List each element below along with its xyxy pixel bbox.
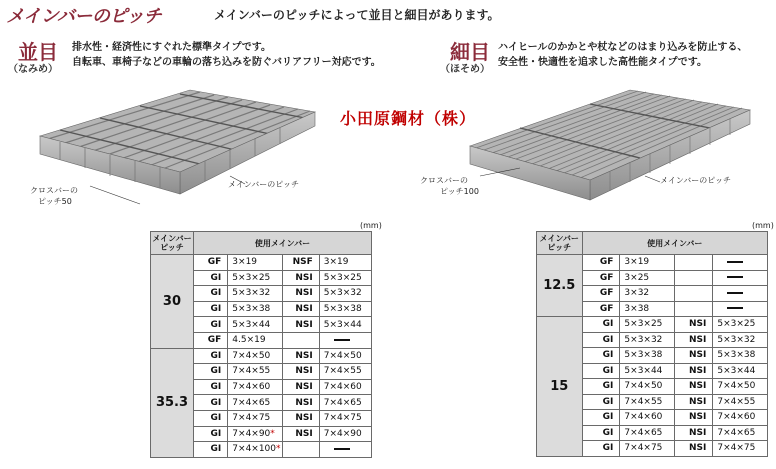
alt-bar-size: 7×4×65: [323, 397, 362, 408]
alt-bar-type: NSI: [295, 413, 313, 424]
bar-type: GI: [210, 272, 222, 283]
hosome-cross-caption-1: クロスバーの: [420, 176, 468, 185]
right-table-unit: (mm): [752, 221, 774, 230]
alt-bar-type: NSF: [292, 257, 313, 268]
note-asterisk: *: [270, 428, 275, 439]
left-header-bar: 使用メインバー: [193, 232, 371, 255]
company-name: 小田原鋼材（株）: [340, 109, 477, 128]
hosome-cross-caption-2: ピッチ100: [440, 187, 479, 196]
hosome-desc-2: 安全性・快適性を追求した高性能タイプです。: [498, 57, 707, 68]
namime-cross-caption-1: クロスバーの: [30, 186, 78, 195]
bar-size: 5×3×44: [232, 319, 271, 330]
table-row: [151, 348, 372, 364]
bar-type: GI: [602, 427, 614, 438]
bar-size: 7×4×65: [624, 427, 663, 438]
bar-size: 7×4×75: [624, 443, 663, 454]
bar-size: 7×4×50: [624, 381, 663, 392]
alt-bar-type: NSI: [688, 412, 707, 423]
bar-type: GI: [210, 304, 222, 315]
right-spec-table: [536, 231, 768, 457]
alt-bar-type: NSI: [295, 304, 313, 315]
bar-size: 7×4×75: [232, 413, 271, 424]
bar-type: GI: [602, 319, 614, 330]
alt-bar-size: 5×3×44: [323, 319, 362, 330]
left-table-unit: (mm): [360, 221, 382, 230]
left-spec-table: [150, 231, 372, 458]
bar-size: 3×25: [624, 272, 650, 283]
bar-type: GF: [599, 303, 614, 314]
alt-bar-size: 5×3×32: [323, 288, 362, 299]
bar-size: 3×19: [232, 257, 258, 268]
bar-type: GI: [210, 366, 222, 377]
bar-type: GI: [210, 428, 222, 439]
alt-bar-size: 5×3×44: [717, 365, 756, 376]
right-header-pitch: メインバー ピッチ: [537, 232, 583, 255]
note-asterisk: *: [276, 444, 281, 455]
alt-bar-size: 7×4×60: [717, 412, 756, 423]
alt-bar-type: NSI: [295, 319, 313, 330]
alt-bar-size: 7×4×75: [717, 443, 756, 454]
alt-bar-size: 5×3×25: [323, 272, 362, 283]
bar-size: 5×3×44: [624, 365, 663, 376]
bar-size: 7×4×65: [232, 397, 271, 408]
bar-type: GF: [599, 272, 614, 283]
bar-size: 3×32: [624, 288, 650, 299]
bar-type: GF: [207, 335, 222, 346]
namime-main-caption: メインバーのピッチ: [228, 180, 299, 189]
namime-reading: （なみめ）: [8, 64, 58, 75]
alt-bar-size: 7×4×75: [323, 413, 362, 424]
table-row: [151, 255, 372, 271]
page-title: メインバーのピッチ: [6, 6, 162, 27]
pitch-cell: 30: [151, 255, 194, 349]
not-available-dash: [727, 307, 743, 309]
bar-size: 4.5×19: [232, 335, 266, 346]
not-available-dash: [727, 261, 743, 263]
bar-type: GI: [210, 444, 222, 455]
alt-bar-type: NSI: [688, 396, 707, 407]
alt-bar-size: 5×3×38: [717, 350, 756, 361]
namime-desc-2: 自転車、車椅子などの車輪の落ち込みを防ぐバリアフリー対応です。: [72, 57, 381, 68]
alt-bar-type: NSI: [295, 382, 313, 393]
bar-size: 7×4×50: [232, 350, 271, 361]
bar-size: 3×38: [624, 303, 650, 314]
bar-type: GI: [210, 288, 222, 299]
bar-type: GI: [602, 443, 614, 454]
bar-type: GI: [210, 397, 222, 408]
pitch-cell: 12.5: [537, 255, 583, 317]
bar-type: GI: [602, 396, 614, 407]
hosome-desc-1: ハイヒールのかかとや杖などのはまり込みを防止する、: [498, 42, 748, 53]
bar-size: 7×4×100: [232, 444, 277, 455]
bar-size: 7×4×60: [624, 412, 663, 423]
alt-bar-type: NSI: [688, 319, 707, 330]
bar-size: 7×4×60: [232, 382, 271, 393]
bar-size: 7×4×55: [624, 396, 663, 407]
bar-type: GF: [599, 288, 614, 299]
not-available-dash: [727, 276, 743, 278]
alt-bar-size: 3×19: [323, 257, 349, 268]
page-subtitle: メインバーのピッチによって並目と細目があります。: [214, 8, 500, 22]
bar-type: GI: [602, 381, 614, 392]
bar-size: 5×3×25: [624, 319, 663, 330]
alt-bar-type: NSI: [688, 334, 707, 345]
pitch-cell: 15: [537, 317, 583, 457]
bar-type: GI: [210, 382, 222, 393]
table-row: [537, 255, 768, 271]
hosome-grating-illustration: [460, 76, 760, 226]
namime-cross-caption-2: ピッチ50: [38, 197, 72, 206]
bar-size: 5×3×38: [232, 304, 271, 315]
bar-type: GF: [207, 257, 222, 268]
not-available-dash: [334, 448, 350, 450]
bar-size: 3×19: [624, 257, 650, 268]
namime-desc-1: 排水性・経済性にすぐれた標準タイプです。: [72, 42, 271, 53]
bar-type: GI: [602, 350, 614, 361]
alt-bar-type: NSI: [295, 272, 313, 283]
bar-type: GI: [210, 350, 222, 361]
hosome-label: 細目: [450, 40, 490, 64]
alt-bar-type: NSI: [295, 366, 313, 377]
bar-type: GI: [602, 412, 614, 423]
hosome-reading: （ほそめ）: [440, 64, 490, 75]
alt-bar-type: NSI: [688, 350, 707, 361]
not-available-dash: [334, 339, 350, 341]
hosome-main-caption: メインバーのピッチ: [660, 176, 731, 185]
alt-bar-size: 7×4×90: [323, 428, 362, 439]
bar-type: GF: [599, 257, 614, 268]
bar-type: GI: [602, 365, 614, 376]
left-header-pitch: メインバー ピッチ: [151, 232, 194, 255]
bar-size: 5×3×32: [624, 334, 663, 345]
bar-type: GI: [210, 319, 222, 330]
bar-size: 7×4×55: [232, 366, 271, 377]
alt-bar-type: NSI: [295, 428, 313, 439]
not-available-dash: [727, 292, 743, 294]
alt-bar-type: NSI: [688, 365, 707, 376]
pitch-cell: 35.3: [151, 348, 194, 457]
alt-bar-size: 7×4×60: [323, 382, 362, 393]
alt-bar-type: NSI: [295, 350, 313, 361]
bar-size: 5×3×25: [232, 272, 271, 283]
alt-bar-size: 5×3×25: [717, 319, 756, 330]
alt-bar-type: NSI: [688, 427, 707, 438]
alt-bar-type: NSI: [295, 288, 313, 299]
alt-bar-type: NSI: [295, 397, 313, 408]
bar-size: 5×3×32: [232, 288, 271, 299]
alt-bar-type: NSI: [688, 443, 707, 454]
bar-size: 7×4×90: [232, 428, 271, 439]
bar-type: GI: [602, 334, 614, 345]
namime-label: 並目: [18, 40, 58, 64]
alt-bar-size: 7×4×65: [717, 427, 756, 438]
alt-bar-type: NSI: [688, 381, 707, 392]
alt-bar-size: 5×3×38: [323, 304, 362, 315]
alt-bar-size: 7×4×50: [717, 381, 756, 392]
alt-bar-size: 7×4×55: [323, 366, 362, 377]
alt-bar-size: 5×3×32: [717, 334, 756, 345]
alt-bar-size: 7×4×50: [323, 350, 362, 361]
right-header-bar: 使用メインバー: [582, 232, 768, 255]
table-row: [537, 317, 768, 333]
bar-type: GI: [210, 413, 222, 424]
alt-bar-size: 7×4×55: [717, 396, 756, 407]
bar-size: 5×3×38: [624, 350, 663, 361]
